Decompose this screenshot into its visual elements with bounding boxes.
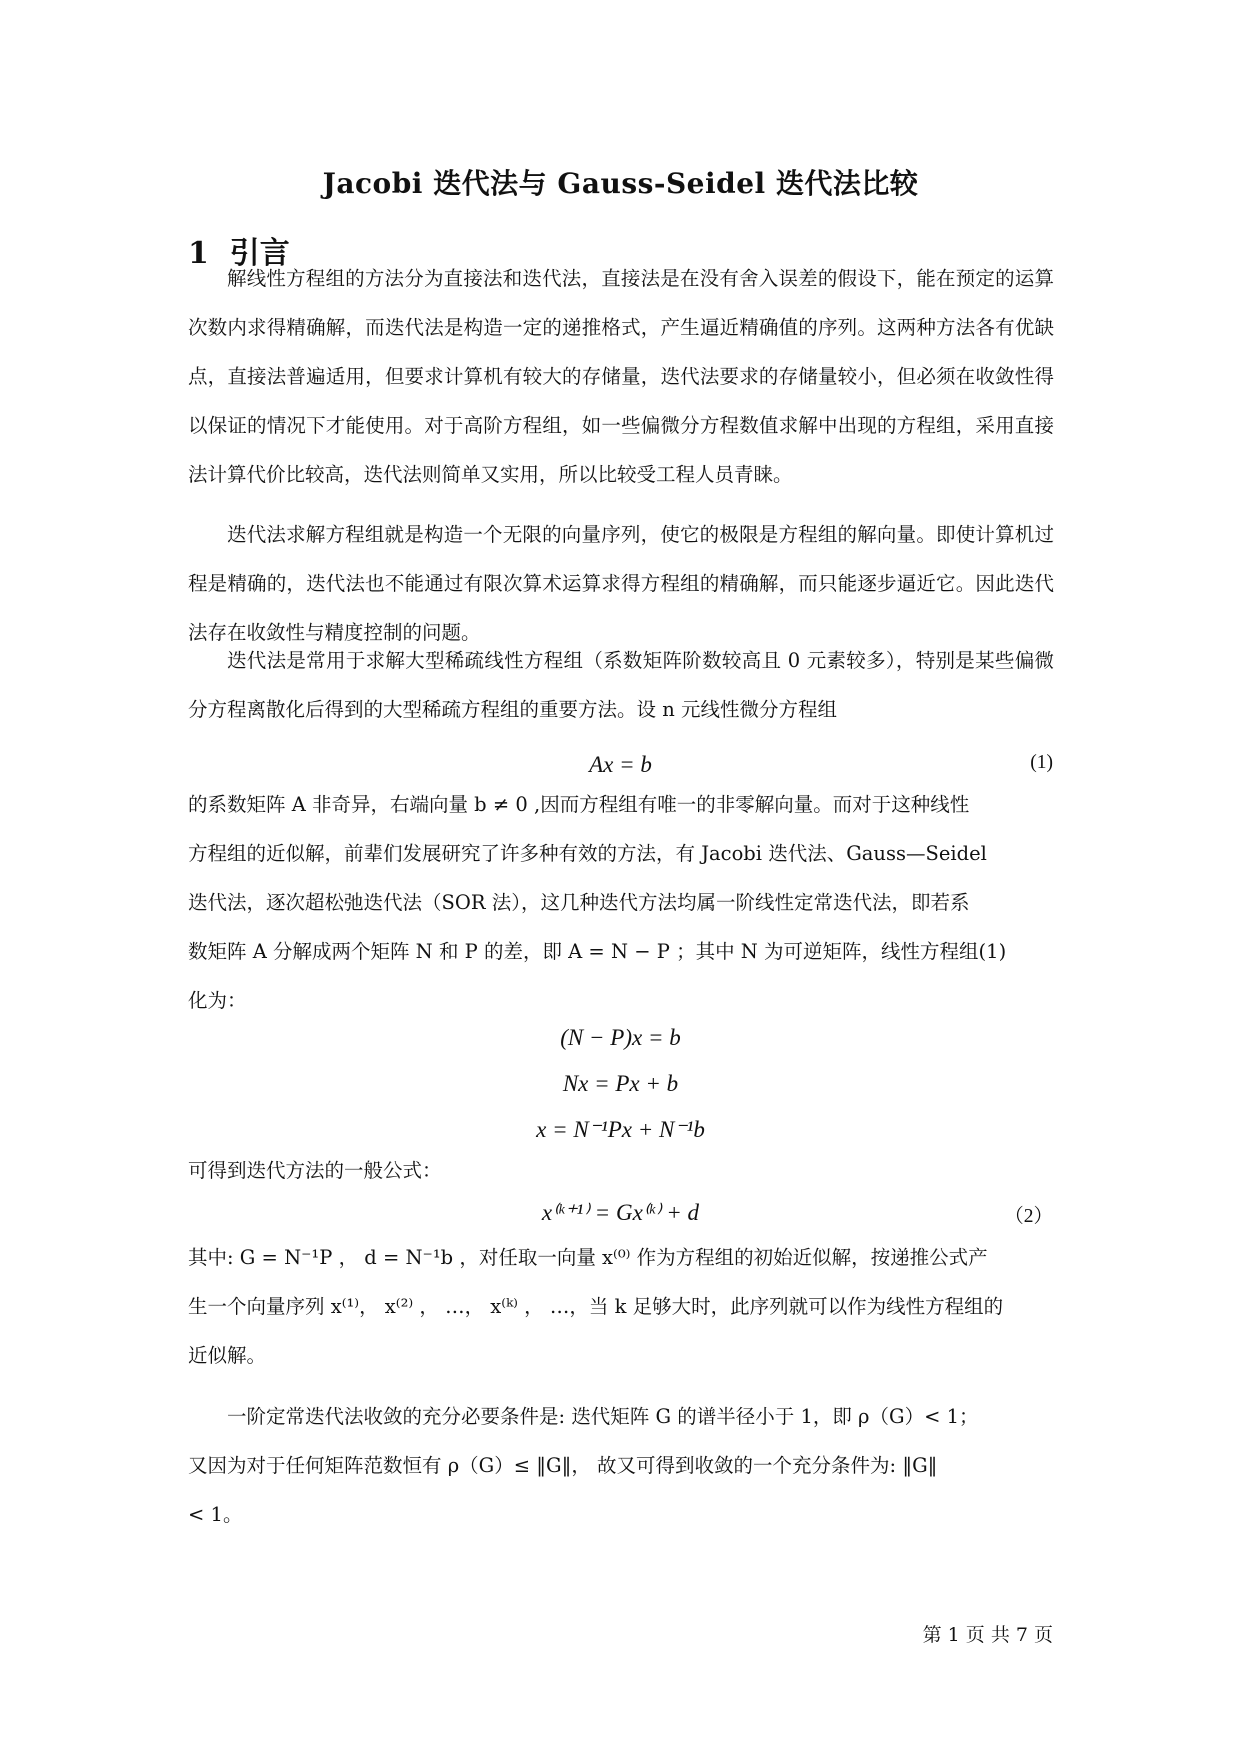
equation-2-number: （2） <box>1004 1206 1053 1227</box>
general-formula-intro: 可得到迭代方法的一般公式： <box>188 1159 442 1182</box>
equation-block-line: (N − P)x = b <box>560 1025 681 1050</box>
paragraph-3: 迭代法是常用于求解大型稀疏线性方程组（系数矩阵阶数较高且 0 元素较多），特别是某些偏微分方程离散化后得到的大型稀疏方程组的重要方法。设 n 元线性微分方程组 <box>188 649 1054 721</box>
paragraph-6-line: < 1。 <box>188 1503 243 1526</box>
equation-block-line: x = N⁻¹Px + N⁻¹b <box>536 1117 705 1142</box>
paragraph-2: 迭代法求解方程组就是构造一个无限的向量序列，使它的极限是方程组的解向量。即使计算机过程是精确的，迭代法也不能通过有限次算术运算求得方程组的精确解，而只能逐步逼近它。因此迭代法存在收敛性与精度控制的问题。 <box>188 523 1054 644</box>
paragraph-6-line: 一阶定常迭代法收敛的充分必要条件是: 迭代矩阵 G 的谱半径小于 1，即 ρ（G）< 1； <box>227 1405 979 1428</box>
paragraph-5-line: 其中: G = N⁻¹P ， d = N⁻¹b ，对任取一向量 x⁽⁰⁾ 作为方程组的初始近似解，按递推公式产 <box>188 1246 988 1269</box>
paragraph-4-line: 的系数矩阵 A 非奇异，右端向量 b ≠ 0 ,因而方程组有唯一的非零解向量。而对于这种线性 <box>188 793 970 816</box>
document-title: Jacobi 迭代法与 Gauss-Seidel 迭代法比较 <box>322 167 919 200</box>
paragraph-1: 解线性方程组的方法分为直接法和迭代法，直接法是在没有舍入误差的假设下，能在预定的运算次数内求得精确解，而迭代法是构造一定的递推格式，产生逼近精确值的序列。这两种方法各有优缺点，直接法普遍适用，但要求计算机有较大的存储量，迭代法要求的存储量较小，但必须在收敛性得以保证的情况下才能使用。对于高阶方程组，如一些偏微分方程数值求解中出现的方程组，采用直接法计算代价比较高，迭代法则简单又实用，所以比较受工程人员青睐。 <box>188 267 1054 486</box>
paragraph-6-line: 又因为对于任何矩阵范数恒有 ρ（G）≤ ‖G‖， 故又可得到收敛的一个充分条件为: ‖G‖ <box>188 1454 938 1477</box>
paragraph-5-line: 近似解。 <box>188 1344 267 1367</box>
paragraph-4-line: 数矩阵 A 分解成两个矩阵 N 和 P 的差，即 A = N − P ；其中 N 为可逆矩阵，线性方程组(1) <box>188 940 1007 963</box>
section-title: 引言 <box>229 236 290 271</box>
page-footer: 第 1 页 共 7 页 <box>922 1624 1053 1646</box>
equation-2: x⁽ᵏ⁺¹⁾ = Gx⁽ᵏ⁾ + d <box>541 1200 700 1225</box>
paragraph-4-line: 化为： <box>188 989 247 1012</box>
equation-block-line: Nx = Px + b <box>562 1071 679 1096</box>
paragraph-4-line: 方程组的近似解，前辈们发展研究了许多种有效的方法，有 Jacobi 迭代法、Gauss—Seidel <box>188 842 987 865</box>
paragraph-4-line: 迭代法，逐次超松弛迭代法（SOR 法），这几种迭代方法均属一阶线性定常迭代法，即若系 <box>188 891 970 914</box>
section-number: 1 <box>188 236 209 271</box>
paragraph-5-line: 生一个向量序列 x⁽¹⁾， x⁽²⁾ ， …， x⁽ᵏ⁾ ， …，当 k 足够大时，此序列就可以作为线性方程组的 <box>188 1295 1004 1318</box>
equation-1-number: (1) <box>1030 752 1053 773</box>
equation-1: Ax = b <box>589 752 652 777</box>
